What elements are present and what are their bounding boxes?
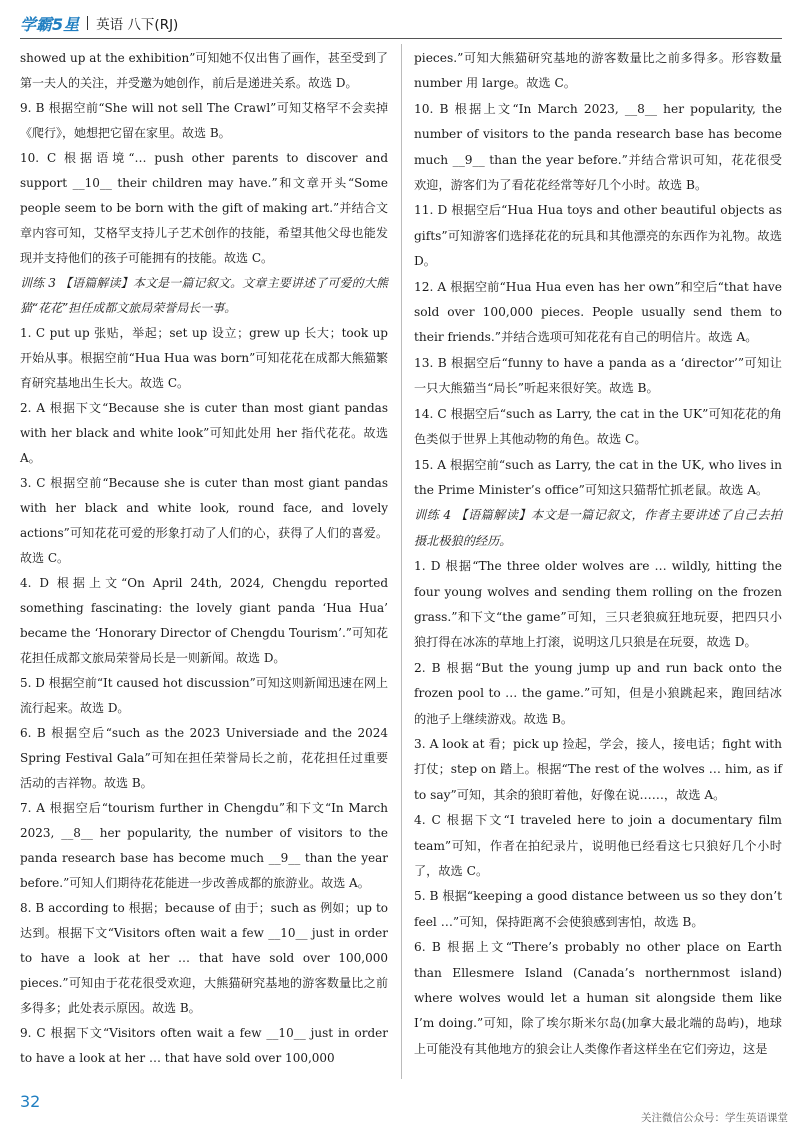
header-divider [87, 16, 88, 30]
column-divider [401, 44, 402, 1079]
left-column [20, 46, 388, 1071]
answer-paragraph: 2. A 根据下文“Because she is cuter than most giant pandas with her black and white look”可知此处用 her 指代花花。故选 A。 [20, 401, 388, 465]
header-rule [20, 38, 782, 39]
answer-paragraph: 10. B 根据上文“In March 2023, __8__ her popularity, the number of visitors to the panda research base has become much __9__ than the year before.”并结合常识可知，花花很受欢迎，游客们为了看花花经常等好几个小时。故选 B。 [414, 101, 782, 193]
answer-paragraph: 6. B 根据空后“such as the 2023 Universiade and the 2024 Spring Festival Gala”可知在担任荣誉局长之前，花花担任过重要活动的吉祥物。故选 B。 [20, 726, 388, 790]
answer-paragraph: 5. B 根据“keeping a good distance between us so they don’t feel …”可知，保持距离不会使狼感到害怕，故选 B。 [414, 889, 782, 929]
answer-paragraph: 13. B 根据空后“funny to have a panda as a ‘director’”可知让一只大熊猫当“局长”听起来很好笑。故选 B。 [414, 355, 782, 396]
subject-label: 英语 八下(RJ) [96, 17, 179, 33]
answer-paragraph: 12. A 根据空前“Hua Hua even has her own”和空后“that have sold over 100,000 pieces. People usually send them to their friends.”并结合选项可知花花有自己的明信片。故选 A。 [414, 279, 782, 345]
right-column [414, 46, 782, 1062]
answer-paragraph: 10. C 根据语境“… push other parents to discover and support __10__ their children may have.”和文章开头“Some people seem to be born with the gift of making art.”并结合文章内容可知，艾格罕支持儿子艺术创作的技能，希望其他父母也能发现并支持他们的孩子可能拥有的技能。故选 C。 [20, 151, 388, 265]
section-intro: 训练 3 【语篇解读】本文是一篇记叙文。文章主要讲述了可爱的大熊猫“花花”担任成都文旅局荣誉局长一事。 [20, 276, 388, 315]
answer-paragraph: 11. D 根据空后“Hua Hua toys and other beautiful objects as gifts”可知游客们选择花花的玩具和其他漂亮的东西作为礼物。故选 D。 [414, 203, 782, 269]
answer-paragraph: 8. B according to 根据；because of 由于；such as 例如；up to 达到。根据下文“Visitors often wait a few __10__ just in order to have a look at her … that have sold over 100,000 pieces.”可知由于花花很受欢迎，大熊猫研究基地的游客数量比之前多得多；此处表示原因。故选 B。 [20, 901, 388, 1015]
answer-paragraph: 4. D 根据上文“On April 24th, 2024, Chengdu reported something fascinating: the lovely giant panda ‘Hua Hua’ became the ‘Honorary Director of Chengdu Tourism’.”可知花花担任成都文旅局荣誉局长是一则新闻。故选 D。 [20, 576, 388, 665]
footer-note: 关注微信公众号：学生英语课堂 [641, 1112, 788, 1124]
answer-paragraph: 3. C 根据空前“Because she is cuter than most giant pandas with her black and white look, round face, and lovely actions”可知花花可爱的形象打动了人们的心，获得了人们的喜爱。故选 C。 [20, 476, 388, 565]
answer-paragraph: 2. B 根据“But the young jump up and run back onto the frozen pool to … the game.”可知，但是小狼跳起来，跑回结冰的池子上继续游戏。故选 B。 [414, 660, 782, 726]
answer-paragraph: 9. C 根据下文“Visitors often wait a few __10__ just in order to have a look at her … that have sold over 100,000 [20, 1026, 388, 1065]
brand-logo: 学霸5星 [20, 14, 80, 34]
answer-paragraph: 1. C put up 张贴，举起；set up 设立；grew up 长大；took up 开始从事。根据空前“Hua Hua was born”可知花花在成都大熊猫繁育研究基地出生长大。故选 C。 [20, 326, 388, 390]
answer-paragraph: showed up at the exhibition”可知她不仅出售了画作，甚至受到了第一夫人的关注，并受邀为她创作，前后是递进关系。故选 D。 [20, 51, 388, 90]
page-number: 32 [20, 1092, 41, 1111]
answer-paragraph: 14. C 根据空后“such as Larry, the cat in the UK”可知花花的角色类似于世界上其他动物的角色。故选 C。 [414, 406, 782, 447]
section-intro: 训练 4 【语篇解读】本文是一篇记叙文，作者主要讲述了自己去拍摄北极狼的经历。 [414, 508, 782, 548]
answer-paragraph: 5. D 根据空前“It caused hot discussion”可知这则新闻迅速在网上流行起来。故选 D。 [20, 676, 388, 715]
answer-paragraph: pieces.”可知大熊猫研究基地的游客数量比之前多得多。形容数量 number 用 large。故选 C。 [414, 51, 782, 91]
answer-paragraph: 4. C 根据下文“I traveled here to join a documentary film team”可知，作者在拍纪录片，说明他已经看这七只狼好几个小时了，故选 C。 [414, 813, 782, 878]
answer-paragraph: 7. A 根据空后“tourism further in Chengdu”和下文“In March 2023, __8__ her popularity, the number of visitors to the panda research base has become much __9__ than the year before.”可知人们期待花花能进一步改善成都的旅游业。故选 A。 [20, 801, 388, 890]
page-header [20, 10, 178, 36]
answer-paragraph: 3. A look at 看；pick up 捡起，学会，接人，接电话；fight with 打仗；step on 踏上。根据“The rest of the wolves … him, as if to say”可知，其余的狼盯着他，好像在说……，故选 A。 [414, 736, 782, 802]
answer-paragraph: 15. A 根据空前“such as Larry, the cat in the UK, who lives in the Prime Minister’s office”可知这只猫帮忙抓老鼠。故选 A。 [414, 457, 782, 497]
answer-paragraph: 9. B 根据空前“She will not sell The Crawl”可知艾格罕不会卖掉《爬行》，她想把它留在家里。故选 B。 [20, 101, 388, 140]
answer-paragraph: 6. B 根据上文“There’s probably no other place on Earth than Ellesmere Island (Canada’s northernmost island) where wolves would let a human sit alongside them like I’m doing.”可知，除了埃尔斯米尔岛(加拿大最北端的岛屿)，地球上可能没有其他地方的狼会让人类像作者这样坐在它们旁边，这是 [414, 940, 782, 1056]
answer-paragraph: 1. D 根据“The three older wolves are … wildly, hitting the four young wolves and sending them rolling on the frozen grass.”和下文“the game”可知，三只老狼疯狂地玩耍，把四只小狼打得在冰冻的草地上打滚，说明这几只狼是在玩耍，故选 D。 [414, 559, 782, 650]
